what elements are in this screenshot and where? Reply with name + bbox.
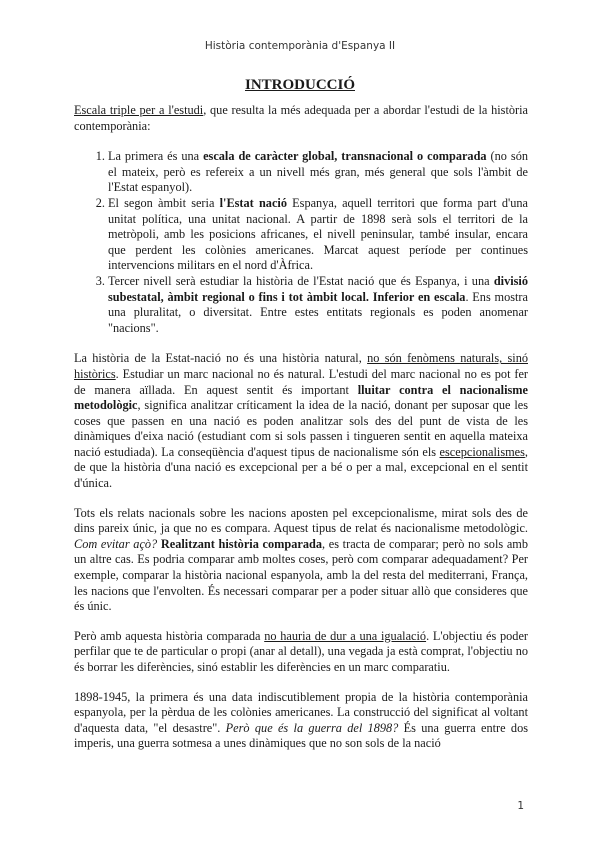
text-run: , significa analitzar críticament la idea de la nació, donant per suposar que les coses que passen en una nació es poden analitzar sols des del punt de vista de les dinàmiques d'eixa nació (estudiant com si sols passen i tingueren sentit en aquella mateixa nació estudiada). La conseqüència d'aquest tipus de nacionalisme són els xyxy=(74,398,528,459)
text-run: . L'objectiu és poder perfilar que te de particular o propi (anar al detall), una vegada ja està comprat, l'objectiu no és borrar les diferències, sinó establir les diferències en un marc comparatiu. xyxy=(74,628,528,674)
list-item xyxy=(108,196,528,274)
list-item-text: . Ens mostra una pluralitat, o diversitat. Entre estes entitats regionals es poden anomenar "nacions". xyxy=(108,289,528,335)
italic-text: Com evitar açò? xyxy=(74,536,158,551)
list-item-bold: l'Estat nació xyxy=(219,195,287,210)
text-run: Tots els relats nacionals sobre les nacions aposten pel excepcionalisme, mirat sols des de dins pareix únic, ja que no es compara. Aquest tipus de relat és nacionalisme metodològic. xyxy=(74,505,528,536)
underlined-text: escepcionalismes xyxy=(439,444,525,459)
bold-text: lluitar contra el nacionalisme metodològic xyxy=(74,382,528,413)
list-item xyxy=(108,274,528,336)
text-run: Però amb aquesta història comparada xyxy=(74,628,265,643)
list-item xyxy=(108,149,528,196)
paragraph-1898 xyxy=(74,690,528,752)
paragraph-comparative-history xyxy=(74,629,528,676)
list-item-text: Tercer nivell serà estudiar la història de l'Estat nació que és Espanya, i una xyxy=(108,273,494,288)
text-run: . Estudiar un marc nacional no és natural. L'estudi del marc nacional no es pot fer de manera aïllada. En aquest sentit és important xyxy=(74,366,528,397)
document-body xyxy=(74,103,528,752)
text-run: 1898-1945, la primera és una data indiscutiblement propia de la història contemporània espanyola, per la pèrdua de les colònies americanes. La construcció del significat al voltant d'aquesta data, "el desastre". xyxy=(74,689,528,735)
paragraph-nation-state xyxy=(74,351,528,491)
text-run: , de que la història d'una nació es excepcional per a bé o per a mal, excepcional en el sentit d'única. xyxy=(74,444,528,491)
text-run: La història de la Estat-nació no és una història natural, xyxy=(74,351,368,366)
bold-text: Realitzant història comparada xyxy=(160,536,322,551)
paragraph-national-narratives xyxy=(74,506,528,615)
text-run: És una guerra entre dos imperis, una guerra sotmesa a unes dinàmiques que no son sols de la nació xyxy=(74,720,529,751)
list-item-text: Espanya, aquell territori que forma part d'una unitat política, una unitat nacional. A partir de 1898 serà sols el territori de la metròpoli, amb les posicions africanes, el nivell peninsular, també insular, encara que perdent les colònies americanes. Marcat aquest període per continues intervencions militars en el nord d'Àfrica. xyxy=(108,195,528,273)
intro-paragraph xyxy=(74,103,528,134)
page-header: Història contemporània d'Espanya II xyxy=(204,40,396,52)
intro-underlined: Escala triple per a l'estudi xyxy=(74,103,204,117)
list-item-text: El segon àmbit seria xyxy=(108,195,220,210)
list-item-bold: divisió subestatal, àmbit regional o fins i tot àmbit local. Inferior en escala xyxy=(108,273,528,304)
underlined-text: no són fenòmens naturals, sinó històrics xyxy=(74,351,528,381)
italic-text: Però que és la guerra del 1898? xyxy=(225,720,399,735)
underlined-text: no hauria de dur a una igualació xyxy=(264,628,427,643)
numbered-list xyxy=(74,149,528,336)
list-item-bold: escala de caràcter global, transnacional o comparada xyxy=(203,149,487,164)
page-number: 1 xyxy=(517,800,524,812)
list-item-text: La primera és una xyxy=(108,149,204,164)
intro-text: , que resulta la més adequada per a abordar l'estudi de la història contemporània: xyxy=(74,103,528,133)
list-item-text: (no són el mateix, però es refereix a un nivell més gran, més general que sols l'àmbit de l'Estat espanyol). xyxy=(108,149,528,195)
section-title: INTRODUCCIÓ xyxy=(244,77,355,93)
text-run: , es tracta de comparar; però no sols amb un altre cas. Es podria comparar amb moltes coses, però com comparar adequadament? Per exemple, comparar la història nacional espanyola, amb la del resta del mediterrani, França, les nacions que l'envolten. És necessari comparar per a poder situar allò que consideres que és únic. xyxy=(74,536,529,614)
